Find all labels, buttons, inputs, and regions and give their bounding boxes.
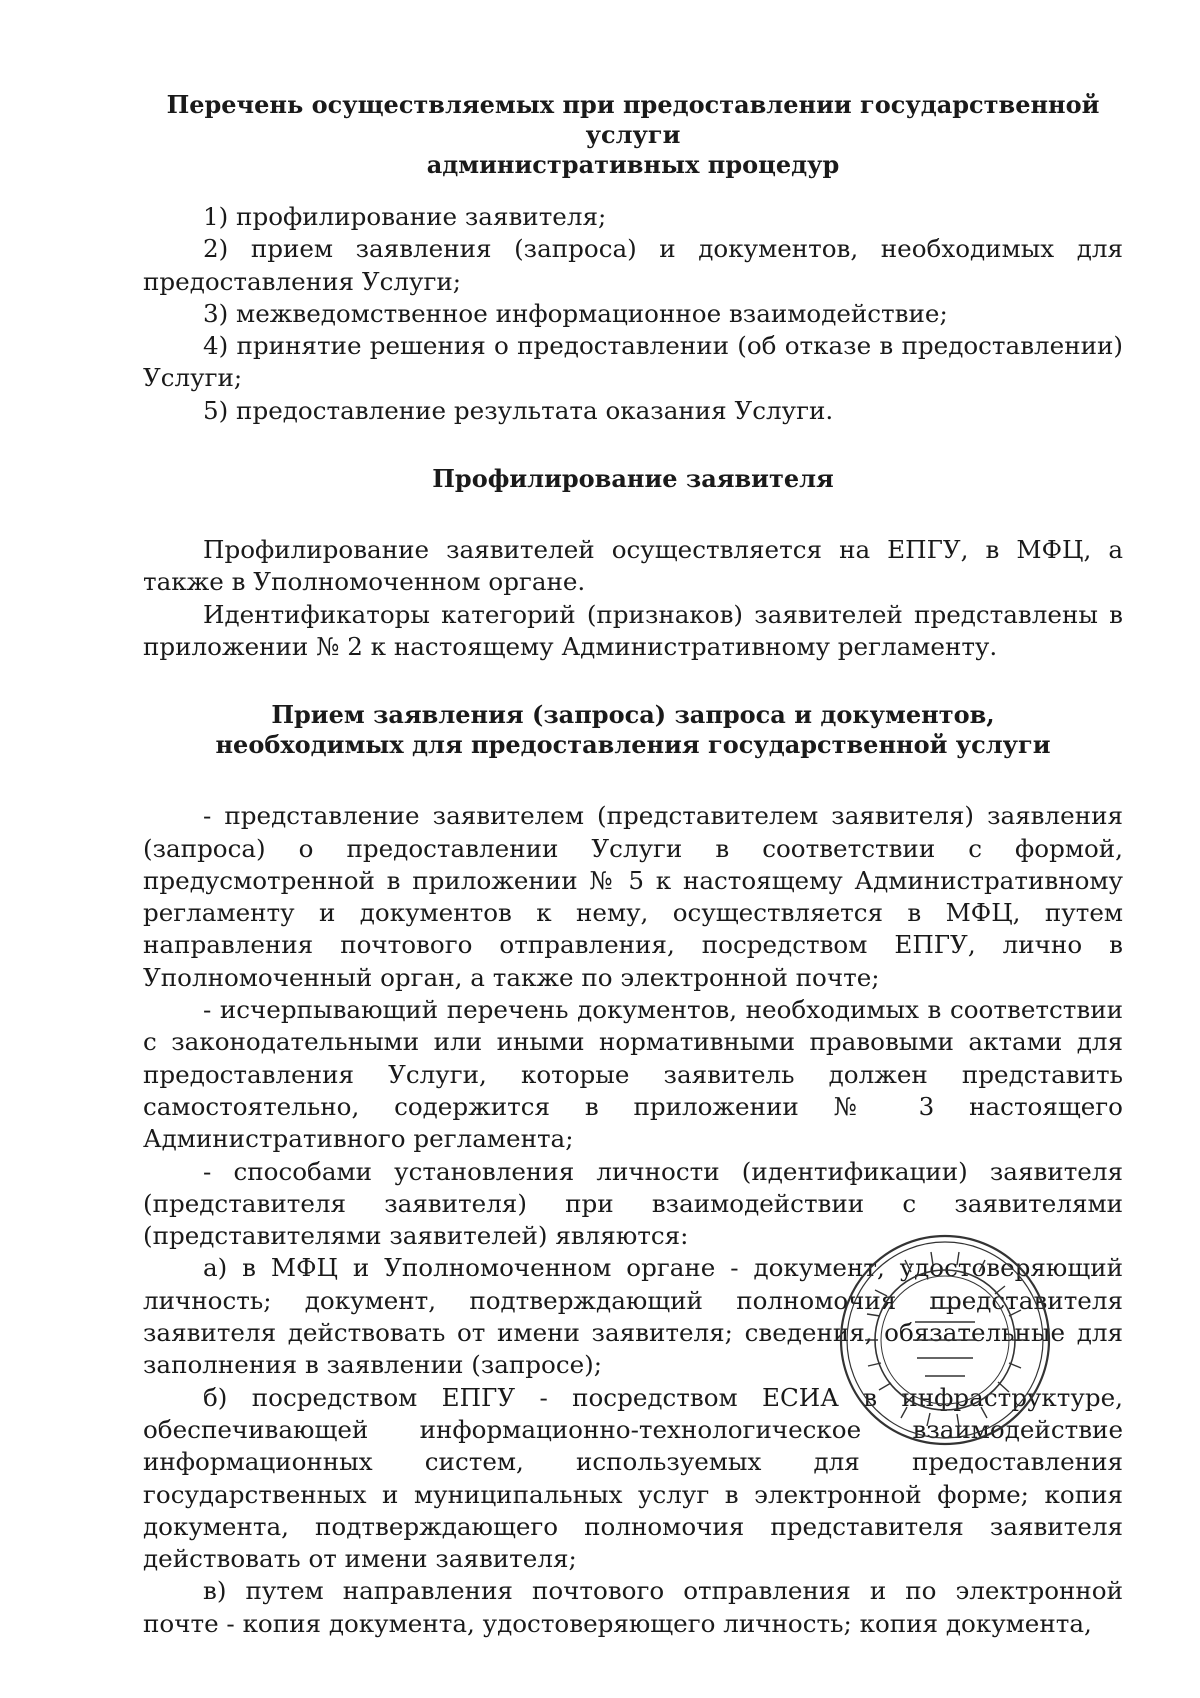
section-title-profiling: Профилирование заявителя [432,464,834,494]
procedure-item: 5) предоставление результата оказания Услуги. [203,395,834,425]
procedure-item: 3) межведомственное информационное взаимодействие; [203,298,948,328]
section-title-reception [143,700,1123,760]
title-line: административных процедур [426,150,840,179]
paragraph: Профилирование заявителей осуществляется на ЕПГУ, в МФЦ, а также в Уполномоченном органе. [143,535,1123,597]
paragraph: - исчерпывающий перечень документов, необходимых в соответствии с законодательными или иными нормативными правовыми актами для предоставления Услуги, которые заявитель должен представить самостоятельно, содержится в приложении № 3 настоящего Административного регламента; [143,995,1123,1154]
procedure-item: 2) прием заявления (запроса) и документов, необходимых для предоставления Услуги; [143,234,1123,296]
section-title-procedures [143,90,1123,180]
title-line: Прием заявления (запроса) запроса и документов, [271,700,995,730]
paragraph: - способами установления личности (идентификации) заявителя (представителя заявителя) при взаимодействии с заявителями (представителями заявителей) являются: [143,1156,1123,1251]
procedure-item: 4) принятие решения о предоставлении (об отказе в предоставлении) Услуги; [143,331,1123,393]
paragraph: Идентификаторы категорий (признаков) заявителей представлены в приложении № 2 к настоящему Административному регламенту. [143,599,1123,661]
procedure-list [143,201,1123,427]
procedure-item: 1) профилирование заявителя; [203,202,607,231]
paragraph: в) путем направления почтового отправления и по электронной почте - копия документа, удостоверяющего личность; копия документа, [143,1576,1123,1638]
paragraph: б) посредством ЕПГУ - посредством ЕСИА в инфраструктуре, обеспечивающей информационно-технологическое взаимодействие информационных систем, используемых для предоставления государственных и муниципальных услуг в электронной форме; копия документа, подтверждающего полномочия представителя заявителя действовать от имени заявителя; [143,1382,1123,1574]
title-line: необходимых для предоставления государственной услуги [215,730,1051,760]
title-line: Перечень осуществляемых при предоставлении государственной услуги [166,90,1100,149]
paragraph: а) в МФЦ и Уполномоченном органе - документ, удостоверяющий личность; документ, подтверждающий полномочия представителя заявителя действовать от имени заявителя; сведения, обязательные для заполнения в заявлении (запросе); [143,1253,1123,1380]
document-page [143,90,1123,1640]
paragraph: - представление заявителем (представителем заявителя) заявления (запроса) о предоставлении Услуги в соответствии с формой, предусмотренной в приложении № 5 к настоящему Административному регламенту и документов к нему, осуществляется в МФЦ, путем направления почтового отправления, посредством ЕПГУ, лично в Уполномоченный орган, а также по электронной почте; [143,801,1123,992]
